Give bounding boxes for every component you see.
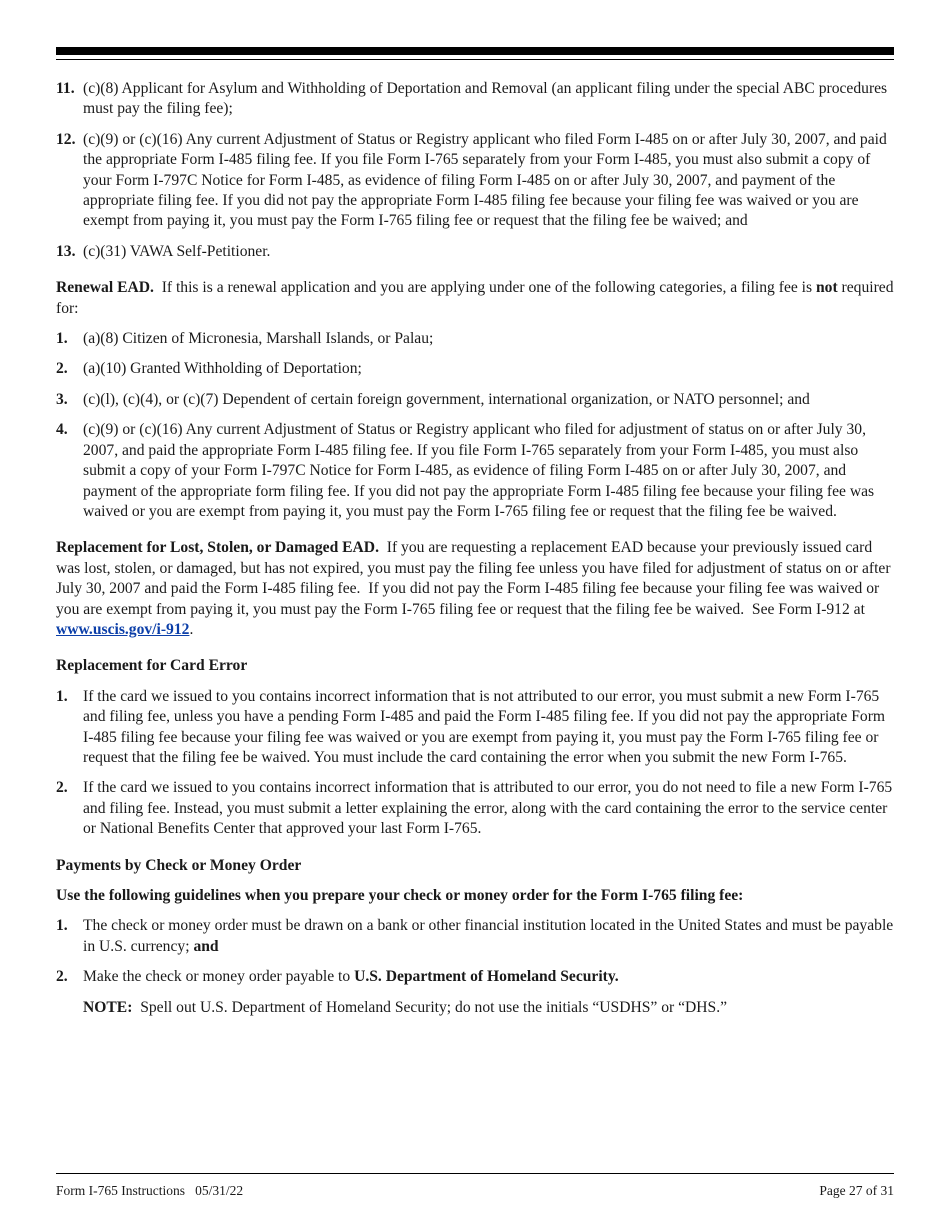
- list-item: [56, 130, 894, 232]
- footer-rule: [56, 1173, 894, 1174]
- item-number: 1.: [56, 330, 68, 348]
- footer-form-info: Form I-765 Instructions 05/31/22: [56, 1183, 244, 1198]
- header-thin-rule: [56, 59, 894, 60]
- item-text: (a)(10) Granted Withholding of Deportation;: [83, 360, 362, 378]
- item-number: 2.: [56, 968, 68, 986]
- payments-item1-text: The check or money order must be drawn on a bank or other financial institution located in the United States and must be payable in U.S. currency;: [83, 917, 894, 955]
- item-number: 13.: [56, 242, 76, 260]
- item-text: If the card we issued to you contains incorrect information that is attributed to our error, you do not need to file a new Form I-765 and filing fee. Instead, you must submit a letter explaining the error, along with the card containing the error to the service center or National Benefits Center that approved your last Form I-765.: [83, 779, 893, 838]
- item-text: (c)(31) VAWA Self-Petitioner.: [83, 242, 271, 260]
- item-number: 12.: [56, 130, 76, 148]
- page-footer: [56, 1183, 894, 1199]
- header-thick-rule: [56, 47, 894, 55]
- item-text: (c)(9) or (c)(16) Any current Adjustment of Status or Registry applicant who filed for adjustment of status on or after July 30, 2007, and paid the appropriate Form I-485 filing fee. If you file Form I-765 separately from your Form I-485, you must also submit a copy of your Form I-797C Notice for Form I-485, as evidence of filing Form I-485 on or after July 30, 2007, and payment of the appropriate form filing fee. If you did not pay the appropriate Form I-485 filing fee because your filing fee was waived or you are exempt from paying it, you must pay the Form I-765 filing fee or request that the filing fee be waived.: [83, 421, 875, 520]
- item-number: 2.: [56, 779, 68, 797]
- list-item: [56, 359, 894, 379]
- uscis-i912-link[interactable]: www.uscis.gov/i-912: [56, 620, 190, 638]
- list-item: [56, 687, 894, 769]
- replacement-lost-end: .: [189, 620, 194, 638]
- item-number: 4.: [56, 421, 68, 439]
- list-item: [56, 420, 894, 522]
- item-number: 11.: [56, 80, 75, 97]
- item-number: 3.: [56, 390, 68, 408]
- list-item: [56, 967, 894, 987]
- item-text: (c)(9) or (c)(16) Any current Adjustment of Status or Registry applicant who filed Form I-485 on or after July 30, 2007, and paid the appropriate Form I-485 filing fee. If you file Form I-765 separately from your Form I-485, you must also submit a copy of your Form I-797C Notice for Form I-485, as evidence of filing Form I-485 on or after July 30, 2007, and payment of the appropriate filing fee. If you did not pay the appropriate Form I-485 filing fee because your filing fee was waived or you are exempt from paying it, you must pay the Form I-765 filing fee or request that the filing fee be waived; and: [83, 130, 887, 230]
- card-error-heading: Replacement for Card Error: [56, 657, 248, 675]
- note-text: Spell out U.S. Department of Homeland Security; do not use the initials “USDHS” or “DHS.”: [132, 998, 728, 1016]
- note-label: NOTE:: [83, 998, 133, 1016]
- item-number: 1.: [56, 687, 68, 705]
- payments-item1-bold: and: [193, 937, 219, 955]
- payments-note: [83, 998, 894, 1018]
- item-number: 2.: [56, 360, 68, 378]
- replacement-lost-paragraph: [56, 538, 894, 640]
- payments-item2-bold: U.S. Department of Homeland Security.: [354, 968, 619, 986]
- list-item: [56, 242, 894, 262]
- list-item: [56, 329, 894, 349]
- replacement-lost-text: If you are requesting a replacement EAD because your previously issued card was lost, stolen, or damaged, but has not expired, you must pay the filing fee unless you have filed for adjustment of status on or after July 30, 2007 and paid the Form I-485 filing fee. If you did not pay the Form I-485 filing fee because your filing fee was waived or you are exempt from paying it, you must pay the Form I-765 filing fee or request that the filing fee be waived. See Form I-912 at: [56, 539, 895, 618]
- payments-subheading: Use the following guidelines when you prepare your check or money order for the Form I-765 filing fee:: [56, 887, 744, 904]
- footer-page-number: Page 27 of 31: [819, 1183, 894, 1198]
- renewal-heading: Renewal EAD.: [56, 279, 154, 297]
- payments-heading: Payments by Check or Money Order: [56, 856, 302, 874]
- item-text: [83, 967, 894, 987]
- page-content: [56, 79, 898, 1028]
- renewal-text-end: required for:: [56, 279, 898, 317]
- list-item: [56, 916, 894, 957]
- list-item: [56, 778, 894, 839]
- renewal-bold-word: not: [815, 279, 838, 297]
- item-number: 1.: [56, 917, 68, 935]
- payments-item2-text: Make the check or money order payable to: [83, 968, 355, 986]
- renewal-text: If this is a renewal application and you are applying under one of the following categories, a filing fee is: [153, 279, 816, 297]
- item-text: [83, 916, 894, 957]
- list-item: [56, 390, 894, 410]
- item-text: (c)(l), (c)(4), or (c)(7) Dependent of certain foreign government, international organization, or NATO personnel; and: [83, 390, 810, 408]
- renewal-paragraph: [56, 278, 898, 319]
- replacement-lost-heading: Replacement for Lost, Stolen, or Damaged EAD.: [56, 539, 379, 557]
- item-text: (a)(8) Citizen of Micronesia, Marshall Islands, or Palau;: [83, 330, 434, 348]
- item-text: If the card we issued to you contains incorrect information that is not attributed to our error, you must submit a new Form I-765 and filing fee, unless you have a pending Form I-485 and paid the Form I-485 filing fee. If you did not pay the appropriate Form I-485 filing fee because your filing fee was waived or you are exempt from paying it, you must pay the Form I-765 filing fee or request that the filing fee be waived. You must include the card containing the error when you submit the new Form I-765.: [83, 687, 886, 766]
- item-text: (c)(8) Applicant for Asylum and Withholding of Deportation and Removal (an applicant filing under the special ABC procedures must pay the filing fee);: [83, 80, 888, 118]
- list-item: [56, 79, 894, 120]
